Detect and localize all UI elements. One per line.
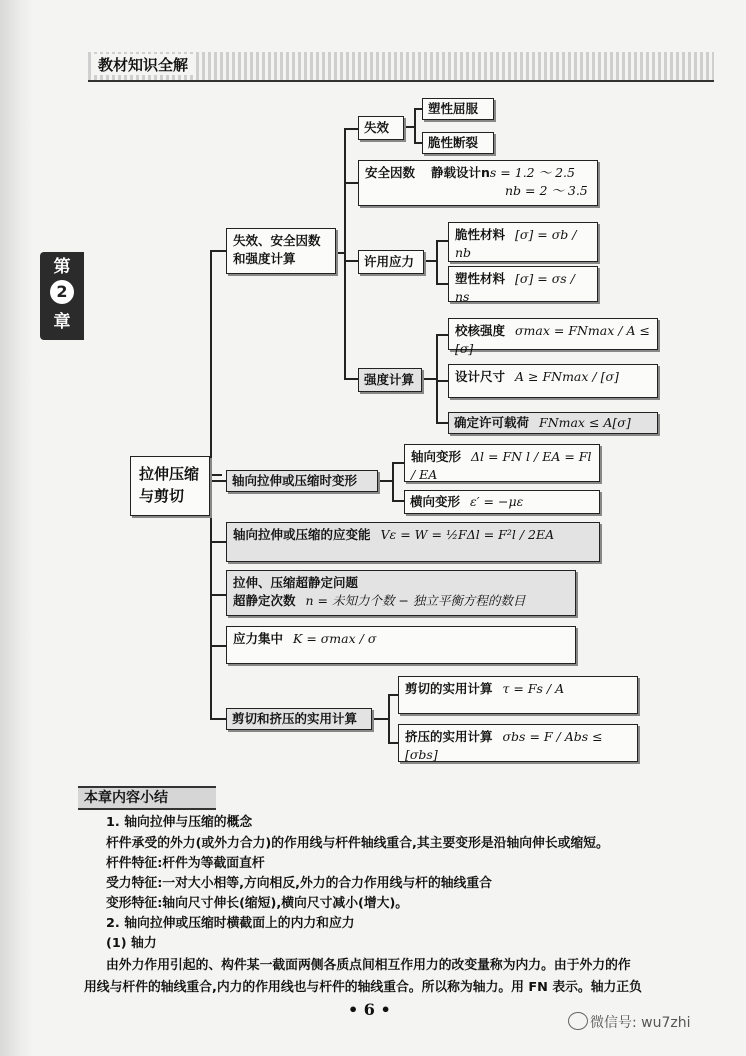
connector	[414, 108, 422, 110]
chapter-tab-bottom: 章	[53, 312, 71, 332]
connector	[372, 718, 388, 720]
chapter-number: 2	[50, 280, 74, 304]
summary-line: 1. 轴向拉伸与压缩的概念	[106, 815, 253, 830]
chapter-tab	[40, 252, 84, 340]
connector	[378, 480, 392, 482]
header-rule	[88, 80, 714, 82]
connector	[414, 142, 422, 144]
connector	[436, 380, 448, 382]
connector	[392, 462, 394, 502]
summary-line: 杆件特征:杆件为等截面直杆	[106, 856, 265, 871]
shear-calc-node: 剪切的实用计算 τ = Fs / A	[398, 676, 638, 714]
summary-line: 受力特征:一对大小相等,方向相反,外力的合力作用线与杆的轴线重合	[106, 876, 492, 891]
connector	[344, 260, 358, 262]
header-title: 教材知识全解	[92, 54, 194, 75]
lateral-deformation-node: 横向变形 ε′ = −με	[404, 490, 600, 514]
brittle-fracture-node: 脆性断裂	[422, 132, 494, 154]
deformation-node: 轴向拉伸或压缩时变形	[226, 470, 378, 492]
connector	[388, 694, 398, 696]
strength-calc-node: 强度计算	[358, 368, 422, 392]
safety-factor-node	[358, 160, 598, 206]
wechat-icon	[568, 1012, 588, 1030]
connector	[210, 718, 226, 720]
design-size-node: 设计尺寸 A ≥ FNmax / [σ]	[448, 364, 658, 398]
connector	[392, 462, 404, 464]
connector	[210, 594, 226, 596]
connector	[422, 378, 436, 380]
connector	[344, 128, 346, 380]
connector	[210, 645, 226, 647]
summary-line: 用线与杆件的轴线重合,内力的作用线也与杆件的轴线重合。所以称为轴力。用 FN 表示。轴力正负	[84, 980, 642, 995]
allowable-stress-node: 许用应力	[358, 250, 424, 274]
ns-range: s = 1.2 ～ 2.5	[489, 165, 575, 180]
check-strength-node: 校核强度 σmax = FNmax / A ≤ [σ]	[448, 318, 658, 350]
page-binding-edge	[0, 0, 34, 1056]
connector	[344, 182, 358, 184]
connector	[404, 126, 414, 128]
connector	[436, 422, 448, 424]
brittle-material-node: 脆性材料 [σ] = σb / nb	[448, 222, 598, 262]
summary-title: 本章内容小结	[78, 786, 216, 810]
failure-node: 失效	[358, 116, 404, 140]
connector	[210, 480, 226, 482]
connector	[388, 742, 398, 744]
axial-deformation-node: 轴向变形 Δl = FN l / EA = Fl / EA	[404, 444, 600, 482]
summary-line: 由外力作用引起的、构件某一截面两侧各质点间相互作用力的改变量称为内力。由于外力的作	[106, 958, 631, 973]
connector	[210, 250, 226, 252]
connector	[436, 240, 438, 284]
chapter-tab-top: 第	[53, 257, 71, 277]
connector	[344, 378, 358, 380]
connector	[436, 334, 438, 424]
safety-static-label: 静载设计n	[431, 165, 490, 180]
indeterminate-node: 拉伸、压缩超静定问题 超静定次数 n = 未知力个数 − 独立平衡方程的数目	[226, 570, 576, 616]
summary-line: 变形特征:轴向尺寸伸长(缩短),横向尺寸减小(增大)。	[106, 896, 409, 911]
shear-bearing-node: 剪切和挤压的实用计算	[226, 708, 372, 730]
ductile-yield-node: 塑性屈服	[422, 98, 494, 120]
connector	[210, 250, 212, 720]
connector	[436, 334, 448, 336]
connector	[392, 500, 404, 502]
strain-energy-node: 轴向拉伸或压缩的应变能 Vε = W = ½FΔl = F²l / 2EA	[226, 522, 600, 562]
page-number: • 6 •	[348, 1000, 391, 1019]
connector	[336, 252, 344, 254]
allowable-load-node: 确定许可载荷 FNmax ≤ A[σ]	[448, 412, 658, 434]
summary-line: (1) 轴力	[106, 936, 157, 951]
failure-safety-strength-node: 失效、安全因数和强度计算	[226, 228, 336, 274]
ductile-material-node: 塑性材料 [σ] = σs / ns	[448, 266, 598, 302]
connector	[414, 108, 416, 144]
connector	[344, 128, 358, 130]
connector	[436, 283, 448, 285]
connector	[436, 240, 448, 242]
summary-line: 杆件承受的外力(或外力合力)的作用线与杆件轴线重合,其主要变形是沿轴向伸长或缩短。	[106, 836, 609, 851]
watermark: 微信号: wu7zhi	[590, 1015, 691, 1031]
connector	[424, 260, 436, 262]
nb-range: nb = 2 ～ 3.5	[505, 183, 588, 198]
stress-concentration-node: 应力集中 K = σmax / σ	[226, 626, 576, 664]
connector	[210, 541, 226, 543]
safety-factor-label: 安全因数	[365, 165, 416, 180]
connector	[388, 694, 390, 744]
root-node: 拉伸压缩与剪切	[130, 456, 210, 516]
summary-line: 2. 轴向拉伸或压缩时横截面上的内力和应力	[106, 916, 355, 931]
bearing-calc-node: 挤压的实用计算 σbs = F / Abs ≤ [σbs]	[398, 724, 638, 762]
